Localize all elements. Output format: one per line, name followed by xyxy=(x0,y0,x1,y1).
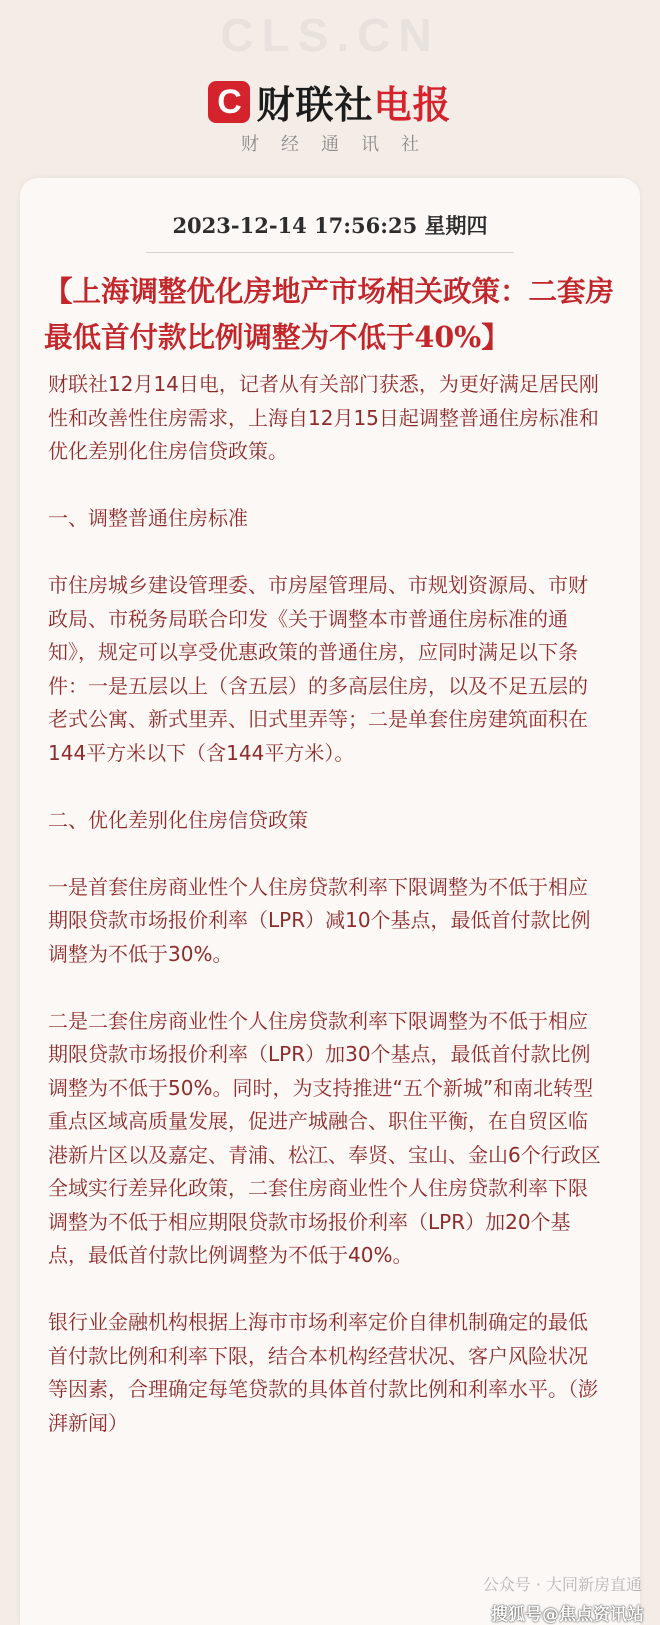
paragraph-second-home: 二是二套住房商业性个人住房贷款利率下限调整为不低于相应期限贷款市场报价利率（LPR）加30个基点，最低首付款比例调整为不低于50%。同时，为支持推进“五个新城”和南北转型重点区域高质量发展，促进产城融合、职住平衡，在自贸区临港新片区以及嘉定、青浦、松江、奉贤、宝山、金山6个行政区全域实行差异化政策，二套住房商业性个人住房贷款利率下限调整为不低于相应期限贷款市场报价利率（LPR）加20个基点，最低首付款比例调整为不低于40%。 xyxy=(48,1008,601,1267)
cls-watermark: CLS.CN xyxy=(220,9,440,61)
paragraph-first-home: 一是首套住房商业性个人住房贷款利率下限调整为不低于相应期限贷款市场报价利率（LPR）减10个基点，最低首付款比例调整为不低于30%。 xyxy=(48,874,591,966)
article-body xyxy=(48,368,604,1440)
paragraph-housing-standard: 市住房城乡建设管理委、市房屋管理局、市规划资源局、市财政局、市税务局联合印发《关于调整本市普通住房标准的通知》，规定可以享受优惠政策的普通住房，应同时满足以下条件：一是五层以上（含五层）的多高层住房，以及不足五层的老式公寓、新式里弄、旧式里弄等；二是单套住房建筑面积在144平方米以下（含144平方米）。 xyxy=(48,573,588,765)
article-datetime: 2023-12-14 17:56:25 星期四 xyxy=(172,213,488,238)
brand-name xyxy=(256,74,451,129)
section-heading-2: 二、优化差别化住房信贷政策 xyxy=(48,807,308,832)
brand-name-black: 财联社 xyxy=(256,83,374,127)
footer-watermark-sohu: 搜狐号@焦点资讯站 xyxy=(491,1605,644,1625)
brand-name-red: 电报 xyxy=(373,83,452,127)
paragraph-banks: 银行业金融机构根据上海市市场利率定价自律机制确定的最低首付款比例和利率下限，结合本机构经营状况、客户风险状况等因素，合理确定每笔贷款的具体首付款比例和利率水平。（澎湃新闻） xyxy=(48,1310,598,1435)
datetime-divider xyxy=(146,252,514,253)
section-heading-1: 一、调整普通住房标准 xyxy=(48,506,248,530)
brand-logo-icon xyxy=(208,81,250,123)
brand-logo-glyph: C xyxy=(217,82,242,121)
article-headline: 【上海调整优化房地产市场相关政策：二套房最低首付款比例调整为不低于40%】 xyxy=(44,274,615,354)
brand-logo xyxy=(0,74,660,129)
brand-tagline: 财经通讯社 xyxy=(241,134,441,155)
header xyxy=(0,0,660,180)
footer-watermark-wechat: 公众号 · 大同新房直通 xyxy=(482,1575,642,1594)
paragraph-intro: 财联社12月14日电，记者从有关部门获悉，为更好满足居民刚性和改善性住房需求，上海自12月15日起调整普通住房标准和优化差别化住房信贷政策。 xyxy=(48,372,599,463)
